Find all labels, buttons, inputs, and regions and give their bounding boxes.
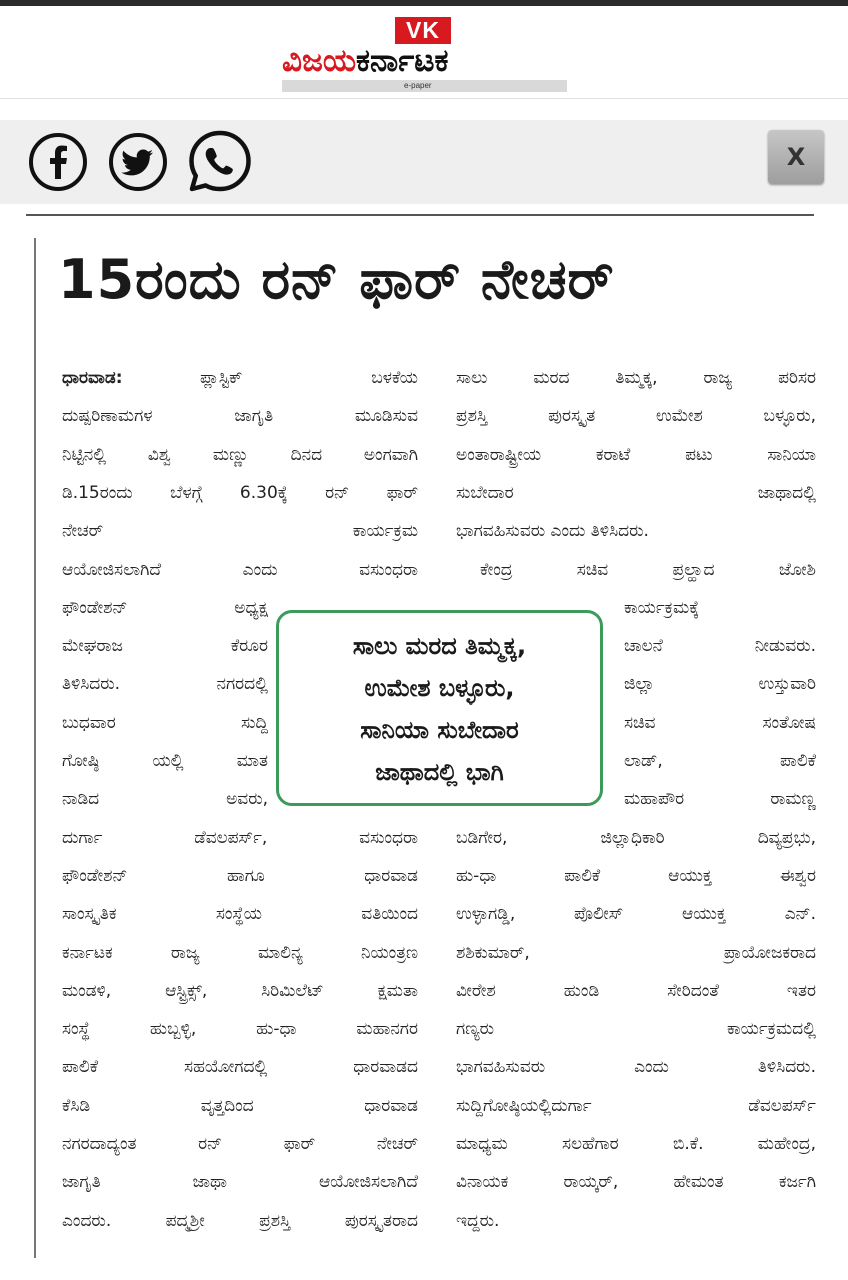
pull-quote-line: ಉಮೇಶ ಬಳ್ಳೂರು, xyxy=(364,674,515,702)
article-line: ಜಾಗೃತಿ ಜಾಥಾ ಆಯೋಜಿಸಲಾಗಿದೆ xyxy=(62,1172,418,1193)
logo-word-black: ಕರ್ನಾಟಕ xyxy=(356,43,449,79)
article-line: ನೇಚರ್ ಕಾರ್ಯಕ್ರಮ xyxy=(62,521,418,542)
article-line: ಜಿಲ್ಲಾ ಉಸ್ತುವಾರಿ xyxy=(624,674,816,695)
article-line: ಮಹಾಪೌರ ರಾಮಣ್ಣ xyxy=(624,789,816,810)
article-line: ದುರ್ಗಾ ಡೆವಲಪರ್ಸ್, ವಸುಂಧರಾ xyxy=(62,827,418,848)
article-line: ಭಾಗವಹಿಸುವರು ಎಂದು ತಿಳಿಸಿದರು. xyxy=(456,1057,816,1078)
article-left-border xyxy=(34,238,36,1258)
article-line: ಸಾಲು ಮರದ ತಿಮ್ಮಕ್ಕ, ರಾಜ್ಯ ಪರಿಸರ xyxy=(456,368,816,388)
article-top-rule xyxy=(26,214,814,216)
article-line: ಸಾಂಸ್ಕೃತಿಕ ಸಂಸ್ಥೆಯ ವತಿಯಿಂದ xyxy=(62,904,418,925)
article-line: ಪಾಲಿಕೆ ಸಹಯೋಗದಲ್ಲಿ ಧಾರವಾಡದ xyxy=(62,1057,418,1078)
logo-wordmark xyxy=(282,42,567,80)
share-bar xyxy=(0,120,848,204)
article-line: ಬಡಿಗೇರ, ಜಿಲ್ಲಾಧಿಕಾರಿ ದಿವ್ಯಪ್ರಭು, xyxy=(456,827,816,848)
facebook-icon[interactable] xyxy=(28,132,88,192)
article-line: ಮಾಧ್ಯಮ ಸಲಹೆಗಾರ ಬಿ.ಕೆ. ಮಹೇಂದ್ರ, xyxy=(456,1134,816,1154)
article-line: ವೀರೇಶ ಹುಂಡಿ ಸೇರಿದಂತೆ ಇತರ xyxy=(456,980,816,1001)
article-line: ಆಯೋಜಿಸಲಾಗಿದೆ ಎಂದು ವಸುಂಧರಾ xyxy=(62,559,418,580)
article-line: ಗೋಷ್ಠಿ ಯಲ್ಲಿ ಮಾತ xyxy=(62,751,268,771)
article-line: ಇದ್ದರು. xyxy=(456,1210,500,1231)
article-line: ನಾಡಿದ ಅವರು, xyxy=(62,789,268,810)
article-line: ಫೌಂಡೇಶನ್ ಹಾಗೂ ಧಾರವಾಡ xyxy=(62,865,418,886)
article-line: ಪ್ರಶಸ್ತಿ ಪುರಸ್ಕೃತ ಉಮೇಶ ಬಳ್ಳೂರು, xyxy=(456,406,816,427)
vijaya-karnataka-logo[interactable] xyxy=(282,14,567,94)
article-line: ಡಿ.15ರಂದು ಬೆಳಗ್ಗೆ 6.30ಕ್ಕೆ ರನ್ ಫಾರ್ xyxy=(62,482,418,503)
site-header xyxy=(0,6,848,99)
article-line: ಕೇಂದ್ರ ಸಚಿವ ಪ್ರಲ್ಹಾದ ಜೋಶಿ xyxy=(480,559,816,580)
whatsapp-icon[interactable] xyxy=(186,128,254,196)
article-line: ಚಾಲನೆ ನೀಡುವರು. xyxy=(624,636,816,657)
article-line: ಪ್ಲಾಸ್ಟಿಕ್ ಬಳಕೆಯ xyxy=(200,368,418,388)
article-line: ದುಷ್ಪರಿಣಾಮಗಳ ಜಾಗೃತಿ ಮೂಡಿಸುವ xyxy=(62,406,418,427)
pull-quote-line: ಸಾನಿಯಾ ಸುಬೇದಾರ xyxy=(360,716,519,744)
article-line: ಕರ್ನಾಟಕ ರಾಜ್ಯ ಮಾಲಿನ್ಯ ನಿಯಂತ್ರಣ xyxy=(62,942,418,963)
article-line: ಭಾಗವಹಿಸುವರು ಎಂದು ತಿಳಿಸಿದರು. xyxy=(456,521,649,542)
pull-quote-line: ಸಾಲು ಮರದ ತಿಮ್ಮಕ್ಕ, xyxy=(352,632,527,660)
close-button[interactable]: X xyxy=(768,130,824,184)
twitter-icon[interactable] xyxy=(108,132,168,192)
article-line: ಕಾರ್ಯಕ್ರಮಕ್ಕೆ xyxy=(624,597,700,618)
pull-quote-box xyxy=(276,610,603,806)
article-first-line xyxy=(62,363,418,393)
article-line: ಸಚಿವ ಸಂತೋಷ xyxy=(624,712,816,733)
logo-tagline: e-paper xyxy=(404,81,432,90)
article-line: ನಿಟ್ಟಿನಲ್ಲಿ ವಿಶ್ವ ಮಣ್ಣು ದಿನದ ಅಂಗವಾಗಿ xyxy=(62,444,418,465)
logo-word-red: ವಿಜಯ xyxy=(282,43,357,79)
article-line: ಕೆಸಿಡಿ ವೃತ್ತದಿಂದ ಧಾರವಾಡ xyxy=(62,1095,418,1116)
article-line: ವಿನಾಯಕ ರಾಯ್ಕರ್, ಹೇಮಂತ ಕರ್ಜಗಿ xyxy=(456,1172,816,1193)
article-line: ಸಂಸ್ಥೆ ಹುಬ್ಬಳ್ಳಿ, ಹು-ಧಾ ಮಹಾನಗರ xyxy=(62,1019,418,1040)
article-line: ಸುಬೇದಾರ ಜಾಥಾದಲ್ಲಿ xyxy=(456,482,816,503)
article-line: ಶಶಿಕುಮಾರ್, ಪ್ರಾಯೋಜಕರಾದ xyxy=(456,942,816,963)
vk-badge: VK xyxy=(395,17,451,44)
article-line: ಉಳ್ಳಾಗಡ್ಡಿ, ಪೊಲೀಸ್ ಆಯುಕ್ತ ಎನ್. xyxy=(456,904,816,925)
article-line: ಎಂದರು. ಪದ್ಮಶ್ರೀ ಪ್ರಶಸ್ತಿ ಪುರಸ್ಕೃತರಾದ xyxy=(62,1210,418,1231)
article-headline: 15ರಂದು ರನ್ ಫಾರ್ ನೇಚರ್ xyxy=(58,248,615,311)
article-line: ನಗರದಾದ್ಯಂತ ರನ್ ಫಾರ್ ನೇಚರ್ xyxy=(62,1134,418,1154)
article-line: ಸುದ್ದಿಗೋಷ್ಠಿಯಲ್ಲಿದುರ್ಗಾ ಡೆವಲಪರ್ಸ್ xyxy=(456,1095,816,1116)
article-line: ಮಂಡಳಿ, ಆಸ್ಟ್ರಿಕ್ಸ್, ಸಿರಿಮಿಲೆಟ್ ಕ್ಷಮತಾ xyxy=(62,980,418,1001)
article-line: ಮೇಘರಾಜ ಕೆರೂರ xyxy=(62,636,268,657)
article-line: ಅಂತಾರಾಷ್ಟ್ರೀಯ ಕರಾಟೆ ಪಟು ಸಾನಿಯಾ xyxy=(456,444,816,465)
article-line: ಬುಧವಾರ ಸುದ್ದಿ xyxy=(62,712,268,733)
dateline: ಧಾರವಾಡ: xyxy=(62,368,123,388)
article-line: ಫೌಂಡೇಶನ್ ಅಧ್ಯಕ್ಷ xyxy=(62,597,268,618)
pull-quote-line: ಜಾಥಾದಲ್ಲಿ ಭಾಗಿ xyxy=(375,758,504,786)
article-line: ತಿಳಿಸಿದರು. ನಗರದಲ್ಲಿ xyxy=(62,674,268,695)
article-line: ಹು-ಧಾ ಪಾಲಿಕೆ ಆಯುಕ್ತ ಈಶ್ವರ xyxy=(456,865,816,886)
article-line: ಗಣ್ಯರು ಕಾರ್ಯಕ್ರಮದಲ್ಲಿ xyxy=(456,1019,816,1040)
article-line: ಲಾಡ್, ಪಾಲಿಕೆ xyxy=(624,751,816,771)
